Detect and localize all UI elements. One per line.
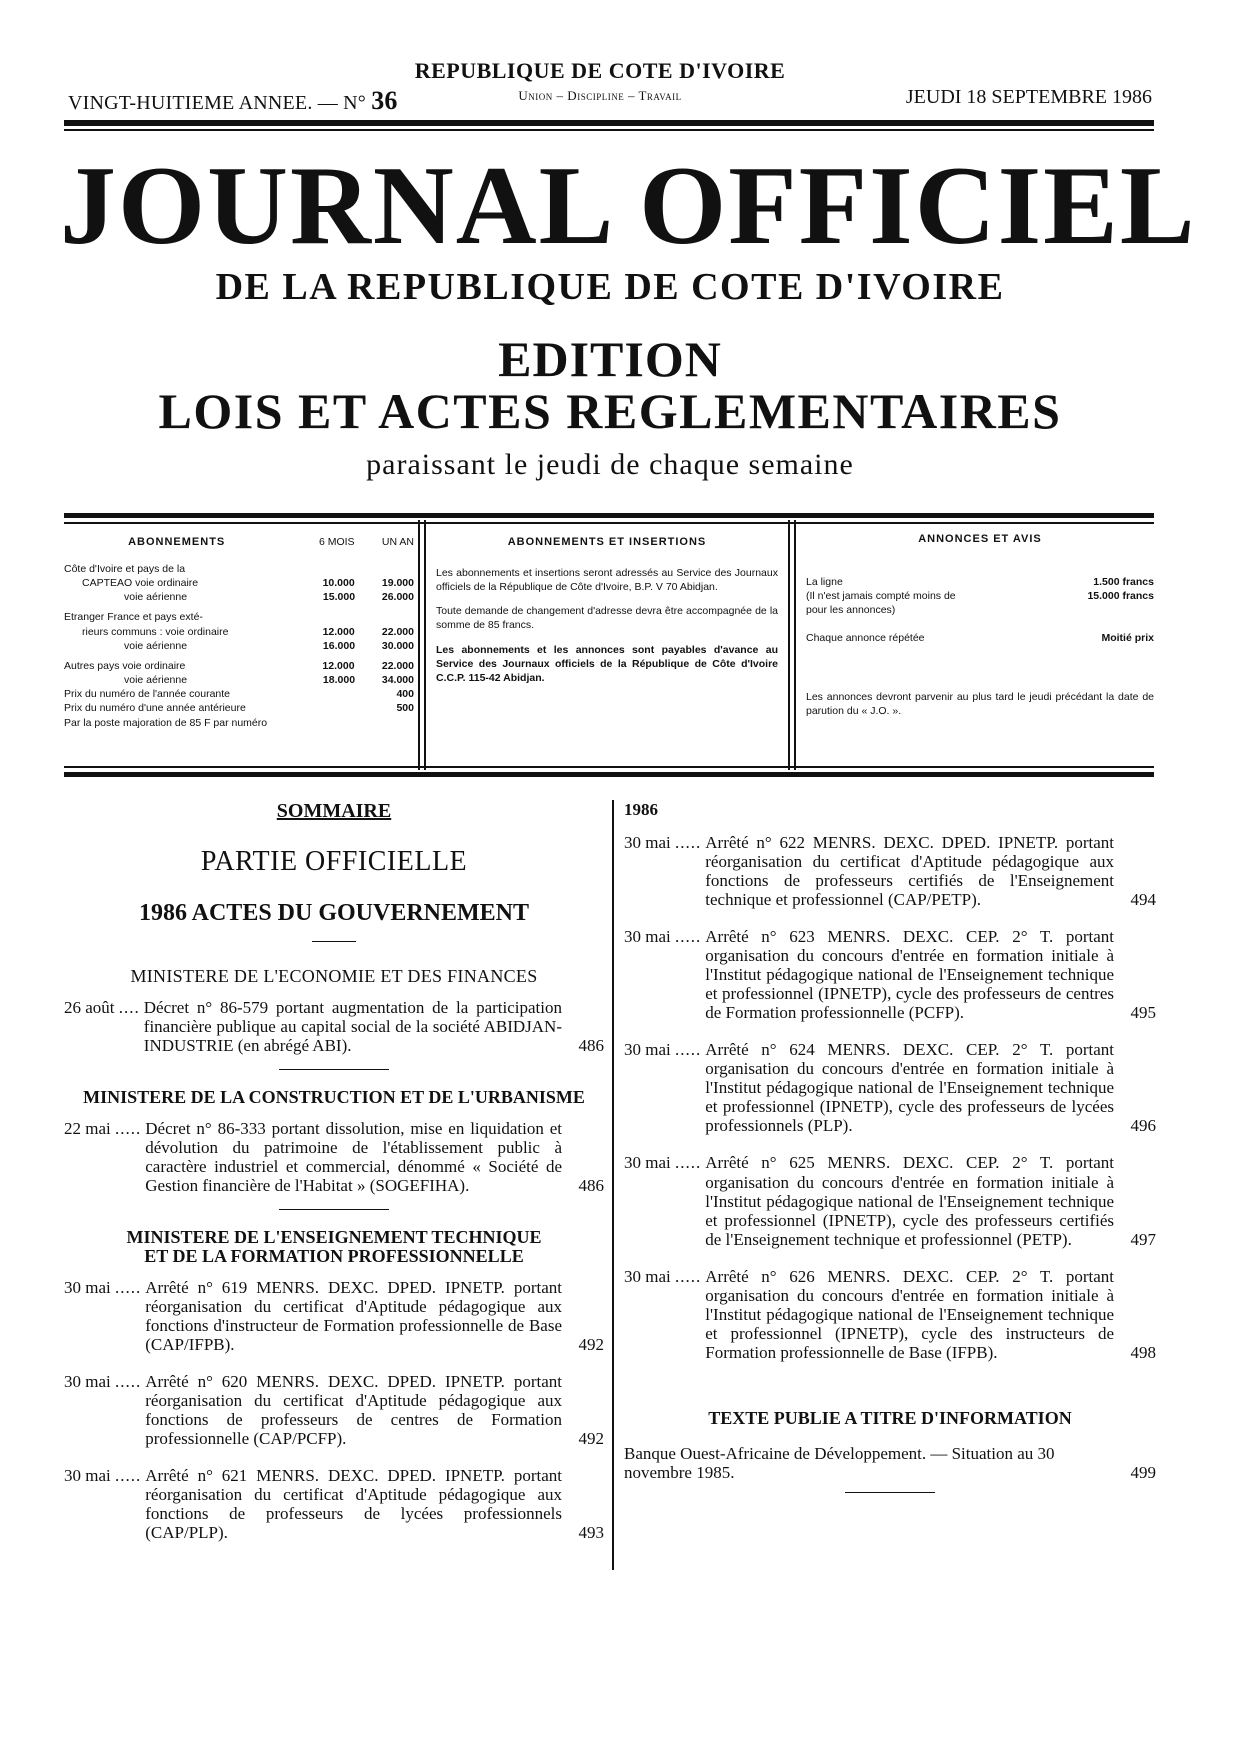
edition-label: EDITION bbox=[498, 331, 722, 387]
sommaire-entry: 30 mai ..... Arrêté n° 626 MENRS. DEXC. CEP. 2° T. portant organisation du concours d'entrée en formation initiale à l'Institut pédagogique national de l'Enseignement technique et professionnel (IPNETP), cycle des instructeurs de Formation professionnelle de Base (IFPB). 498 bbox=[624, 1266, 1156, 1362]
column-divider bbox=[612, 800, 614, 1570]
ministry-economie: MINISTERE DE L'ECONOMIE ET DES FINANCES bbox=[130, 965, 538, 986]
republic-block bbox=[400, 58, 800, 104]
abonnement-6mois bbox=[289, 687, 354, 701]
insertions-p2: Toute demande de changement d'adresse devra être accompagnée de la somme de 85 francs. bbox=[436, 605, 778, 632]
abonnement-an: 22.000 bbox=[381, 659, 414, 672]
abonnement-row bbox=[64, 659, 414, 673]
abonnement-6mois bbox=[289, 716, 354, 730]
abonnement-an: 400 bbox=[396, 688, 414, 701]
separator bbox=[279, 1209, 389, 1210]
entry-page: 493 bbox=[578, 1523, 604, 1543]
abonnement-row bbox=[64, 576, 414, 590]
abonnement-label: CAPTEAO voie ordinaire bbox=[82, 577, 199, 590]
box-bottom-rule bbox=[64, 766, 1154, 768]
abonnement-label: Prix du numéro d'une année antérieure bbox=[64, 702, 246, 715]
entry-page: 492 bbox=[578, 1428, 604, 1448]
actes-title: 1986 ACTES DU GOUVERNEMENT bbox=[138, 899, 530, 926]
entry-date: 30 mai bbox=[64, 1277, 111, 1297]
sommaire-entry: 26 août .... Décret n° 86-579 portant augmentation de la participation financière publique au capital social de la société ABIDJAN-INDUSTRIE (en abrégé ABI). 486 bbox=[64, 997, 604, 1055]
entry-page: 497 bbox=[1130, 1229, 1156, 1249]
issue-info bbox=[68, 86, 398, 116]
abonnement-label: Etranger France et pays exté- bbox=[64, 611, 203, 624]
box-divider-1 bbox=[418, 520, 420, 770]
repetee-value: Moitié prix bbox=[1101, 632, 1154, 645]
republic-name: REPUBLIQUE DE COTE D'IVOIRE bbox=[414, 58, 786, 83]
minimum-suffix: pour les annonces) bbox=[806, 604, 896, 617]
abonnements-box bbox=[64, 535, 414, 730]
entry-text: Arrêté n° 626 MENRS. DEXC. CEP. 2° T. portant organisation du concours d'entrée en formation initiale à l'Institut pédagogique national de l'Enseignement technique et professionnel (IPNETP), cycle des instructeurs de Formation professionnelle de Base (IFPB). bbox=[705, 1266, 1114, 1362]
insertions-title: ABONNEMENTS ET INSERTIONS bbox=[507, 536, 707, 548]
entry-date: 26 août bbox=[64, 997, 115, 1017]
entry-date: 22 mai bbox=[64, 1118, 111, 1138]
ligne-value: 1.500 francs bbox=[1093, 575, 1154, 588]
abonnement-label: Côte d'Ivoire et pays de la bbox=[64, 562, 186, 575]
texte-information-heading: TEXTE PUBLIE A TITRE D'INFORMATION bbox=[708, 1407, 1072, 1428]
entry-text: Arrêté n° 622 MENRS. DEXC. DPED. IPNETP. portant réorganisation du certificat d'Aptitude pédagogique aux fonctions de professeurs certifiés de l'Enseignement technique et professionnel (CAP/PETP). bbox=[705, 833, 1114, 910]
annee-label: VINGT-HUITIEME ANNEE. — N° bbox=[68, 92, 366, 114]
ligne-label: La ligne bbox=[806, 575, 843, 588]
abonnement-an: 30.000 bbox=[381, 639, 414, 652]
ministry-line-2: ET DE LA FORMATION PROFESSIONNELLE bbox=[144, 1245, 524, 1266]
separator bbox=[312, 941, 356, 942]
sommaire-entry: 30 mai ..... Arrêté n° 624 MENRS. DEXC. CEP. 2° T. portant organisation du concours d'entrée en formation initiale à l'Institut pédagogique national de l'Enseignement technique et professionnel (IPNETP), cycle des professeurs de lycées professionnels (PLP). 496 bbox=[624, 1040, 1156, 1136]
abonnements-title: ABONNEMENTS bbox=[128, 536, 226, 548]
entry-page: 498 bbox=[1130, 1342, 1156, 1362]
entry-text: Décret n° 86-333 portant dissolution, mise en liquidation et dévolution du patrimoine de l'établissement public à caractère industriel et commercial, dénommé « Société de Gestion financière de l'Habitat » (SOGEFIHA). bbox=[145, 1118, 562, 1195]
republic-motto: Union – Discipline – Travail bbox=[518, 88, 682, 103]
col-an: UN AN bbox=[381, 536, 414, 548]
sommaire-title: SOMMAIRE bbox=[276, 800, 392, 822]
abonnement-6mois: 18.000 bbox=[322, 674, 356, 687]
box-bottom-rule-thick bbox=[64, 772, 1154, 777]
annonces-box bbox=[806, 532, 1154, 728]
header-rule bbox=[64, 120, 1154, 126]
abonnement-6mois bbox=[289, 610, 354, 624]
separator bbox=[845, 1492, 935, 1493]
abonnement-row bbox=[64, 673, 414, 687]
sommaire-left-column bbox=[64, 800, 604, 1542]
abonnement-row bbox=[64, 687, 414, 701]
sommaire-entry: 30 mai ..... Arrêté n° 625 MENRS. DEXC. CEP. 2° T. portant organisation du concours d'entrée en formation initiale à l'Institut pédagogique national de l'Enseignement technique et professionnel (IPNETP), cycle des professeurs certifiés de l'Enseignement technique et professionnel (PETP). 497 bbox=[624, 1153, 1156, 1249]
entry-text: Arrêté n° 624 MENRS. DEXC. CEP. 2° T. portant organisation du concours d'entrée en formation initiale à l'Institut pédagogique national de l'Enseignement technique et professionnel (IPNETP), cycle des professeurs de lycées professionnels (PLP). bbox=[705, 1040, 1114, 1136]
abonnement-label: Prix du numéro de l'année courante bbox=[64, 688, 231, 701]
abonnement-label: Autres pays voie ordinaire bbox=[64, 659, 186, 672]
entry-date: 30 mai bbox=[624, 1266, 671, 1286]
entry-text: Arrêté n° 621 MENRS. DEXC. DPED. IPNETP. portant réorganisation du certificat d'Aptitude pédagogique aux fonctions de professeurs de lycées professionnels (CAP/PLP). bbox=[145, 1465, 562, 1543]
issue-number: 36 bbox=[371, 86, 398, 115]
partie-title: PARTIE OFFICIELLE bbox=[200, 846, 468, 878]
box-top-rule-thin bbox=[64, 522, 1154, 524]
entry-text: Décret n° 86-579 portant augmentation de la participation financière publique au capital social de la société ABIDJAN-INDUSTRIE (en abrégé ABI). bbox=[143, 997, 562, 1055]
ministry-construction: MINISTERE DE LA CONSTRUCTION ET DE L'URBANISME bbox=[83, 1086, 585, 1107]
abonnement-label: voie aérienne bbox=[124, 591, 188, 604]
masthead-title: JOURNAL OFFICIEL bbox=[60, 144, 1197, 268]
abonnement-label: voie aérienne bbox=[124, 639, 188, 652]
abonnement-an: 500 bbox=[396, 702, 414, 715]
abonnement-label: voie aérienne bbox=[124, 674, 188, 687]
abonnement-6mois bbox=[289, 701, 354, 715]
abonnement-label: Par la poste majoration de 85 F par numéro bbox=[64, 716, 268, 729]
entry-page: 495 bbox=[1130, 1003, 1156, 1023]
sommaire-entry: 30 mai ..... Arrêté n° 619 MENRS. DEXC. DPED. IPNETP. portant réorganisation du certificat d'Aptitude pédagogique aux fonctions d'instructeur de Formation professionnelle de Base (CAP/IFPB). 492 bbox=[64, 1277, 604, 1354]
abonnement-an: 26.000 bbox=[381, 591, 414, 604]
abonnement-an: 22.000 bbox=[381, 625, 414, 638]
entry-date: 30 mai bbox=[624, 833, 671, 853]
entry-text: Arrêté n° 619 MENRS. DEXC. DPED. IPNETP. portant réorganisation du certificat d'Aptitude pédagogique aux fonctions d'instructeur de Formation professionnelle de Base (CAP/IFPB). bbox=[145, 1277, 562, 1354]
sommaire-entry: 30 mai ..... Arrêté n° 623 MENRS. DEXC. CEP. 2° T. portant organisation du concours d'entrée en formation initiale à l'Institut pédagogique national de l'Enseignement technique et professionnel (IPNETP), cycle des professeurs de centres de Formation professionnelle (PCFP). 495 bbox=[624, 927, 1156, 1023]
entry-date: 30 mai bbox=[64, 1465, 111, 1485]
abonnement-label: rieurs communs : voie ordinaire bbox=[82, 625, 229, 638]
sommaire-entry: 30 mai ..... Arrêté n° 622 MENRS. DEXC. DPED. IPNETP. portant réorganisation du certificat d'Aptitude pédagogique aux fonctions de professeurs certifiés de l'Enseignement technique et professionnel (CAP/PETP). 494 bbox=[624, 833, 1156, 910]
year-heading: 1986 bbox=[624, 800, 658, 819]
sommaire-entry: 22 mai ..... Décret n° 86-333 portant dissolution, mise en liquidation et dévolution du patrimoine de l'établissement public à caractère industriel et commercial, dénommé « Société de Gestion financière de l'Habitat » (SOGEFIHA). 486 bbox=[64, 1118, 604, 1195]
masthead-subtitle: DE LA REPUBLIQUE DE COTE D'IVOIRE bbox=[215, 266, 1005, 308]
abonnement-row bbox=[64, 590, 414, 604]
abonnement-6mois: 10.000 bbox=[322, 577, 355, 590]
insertions-box bbox=[436, 535, 778, 695]
abonnement-an bbox=[355, 610, 414, 624]
abonnement-an: 19.000 bbox=[381, 577, 414, 590]
abonnement-6mois: 12.000 bbox=[322, 625, 355, 638]
insertions-p3: Les abonnements et les annonces sont payables d'avance au Service des Journaux officiels de la République de Côte d'Ivoire C.C.P. 115-42 Abidjan. bbox=[436, 643, 778, 684]
insertions-p1: Les abonnements et insertions seront adressés au Service des Journaux officiels de la République de Côte d'Ivoire, B.P. V 70 Abidjan. bbox=[436, 566, 778, 594]
abonnement-an bbox=[355, 716, 414, 730]
entry-text: Arrêté n° 620 MENRS. DEXC. DPED. IPNETP. portant réorganisation du certificat d'Aptitude pédagogique aux fonctions de professeurs de centres de Formation professionnelle (CAP/PCFP). bbox=[145, 1371, 562, 1448]
ministry-enseignement bbox=[64, 1228, 604, 1266]
abonnement-row bbox=[64, 610, 414, 624]
abonnements-table bbox=[64, 562, 414, 730]
info-page: 499 bbox=[1130, 1462, 1156, 1482]
entry-date: 30 mai bbox=[64, 1371, 111, 1391]
entry-page: 496 bbox=[1130, 1116, 1156, 1136]
info-text: Banque Ouest-Africaine de Développement. — Situation au 30 novembre 1985. bbox=[624, 1443, 1055, 1482]
abonnement-an: 34.000 bbox=[381, 674, 414, 687]
entry-page: 486 bbox=[578, 1175, 604, 1195]
abonnement-row bbox=[64, 562, 414, 576]
entry-date: 30 mai bbox=[624, 927, 671, 947]
sommaire-entry: 30 mai ..... Arrêté n° 620 MENRS. DEXC. DPED. IPNETP. portant réorganisation du certificat d'Aptitude pédagogique aux fonctions de professeurs de centres de Formation professionnelle (CAP/PCFP). 492 bbox=[64, 1371, 604, 1448]
abonnement-6mois bbox=[289, 562, 354, 576]
separator bbox=[279, 1069, 389, 1070]
minimum-value: 15.000 francs bbox=[1087, 590, 1154, 603]
entry-date: 30 mai bbox=[624, 1153, 671, 1173]
entry-text: Arrêté n° 625 MENRS. DEXC. CEP. 2° T. portant organisation du concours d'entrée en formation initiale à l'Institut pédagogique national de l'Enseignement technique et professionnel (IPNETP), cycle des professeurs certifiés de l'Enseignement technique et professionnel (PETP). bbox=[705, 1153, 1114, 1249]
entry-page: 494 bbox=[1130, 890, 1156, 910]
col-6mois: 6 MOIS bbox=[318, 536, 355, 548]
box-divider-1b bbox=[424, 520, 426, 770]
repetee-label: Chaque annonce répétée bbox=[806, 632, 925, 645]
sommaire-entry: 30 mai ..... Arrêté n° 621 MENRS. DEXC. DPED. IPNETP. portant réorganisation du certificat d'Aptitude pédagogique aux fonctions de professeurs de lycées professionnels (CAP/PLP). 493 bbox=[64, 1465, 604, 1543]
entry-date: 30 mai bbox=[624, 1040, 671, 1060]
box-divider-2b bbox=[794, 520, 796, 770]
box-divider-2 bbox=[788, 520, 790, 770]
abonnement-row bbox=[64, 625, 414, 639]
sommaire-right-column bbox=[624, 800, 1156, 1493]
annonces-delai: Les annonces devront parvenir au plus tard le jeudi précédant la date de parution du « J.O. ». bbox=[806, 690, 1154, 717]
entry-text: Arrêté n° 623 MENRS. DEXC. CEP. 2° T. portant organisation du concours d'entrée en formation initiale à l'Institut pédagogique national de l'Enseignement technique et professionnel (IPNETP), cycle des professeurs de centres de Formation professionnelle (PCFP). bbox=[705, 927, 1114, 1023]
abonnement-6mois: 16.000 bbox=[322, 639, 356, 652]
edition-name: LOIS ET ACTES REGLEMENTAIRES bbox=[158, 383, 1062, 439]
entry-page: 486 bbox=[578, 1035, 604, 1055]
abonnement-6mois: 12.000 bbox=[322, 659, 355, 672]
frequency-note: paraissant le jeudi de chaque semaine bbox=[366, 448, 854, 481]
issue-date: JEUDI 18 SEPTEMBRE 1986 bbox=[905, 86, 1152, 108]
minimum-label: (Il n'est jamais compté moins de bbox=[806, 590, 956, 603]
abonnement-row bbox=[64, 639, 414, 653]
abonnement-row bbox=[64, 716, 414, 730]
header-rule-thin bbox=[64, 129, 1154, 131]
annonces-title: ANNONCES ET AVIS bbox=[918, 533, 1042, 545]
info-entry bbox=[624, 1444, 1156, 1482]
abonnement-6mois: 15.000 bbox=[322, 591, 356, 604]
ministry-line-1: MINISTERE DE L'ENSEIGNEMENT TECHNIQUE bbox=[126, 1226, 542, 1247]
box-top-rule bbox=[64, 513, 1154, 518]
abonnement-an bbox=[355, 562, 414, 576]
entry-page: 492 bbox=[578, 1334, 604, 1354]
abonnement-row bbox=[64, 701, 414, 715]
